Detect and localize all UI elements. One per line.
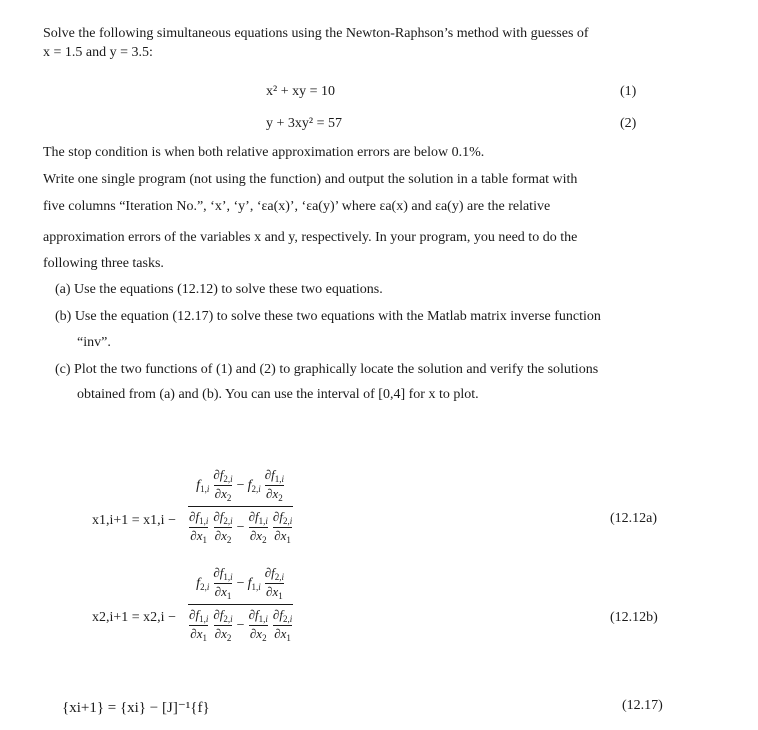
write-line-3: approximation errors of the variables x and y, respectively. In your program, you need to do the xyxy=(43,230,578,245)
intro-line-1: Solve the following simultaneous equations using the Newton-Raphson’s method with guesses of xyxy=(43,26,589,41)
write-line-1: Write one single program (not using the function) and output the solution in a table format with xyxy=(43,172,578,187)
task-c-line-2: obtained from (a) and (b). You can use the interval of [0,4] for x to plot. xyxy=(77,387,479,402)
intro-line-2: x = 1.5 and y = 3.5: xyxy=(43,45,153,60)
eq-12-12a-fraction xyxy=(188,468,293,545)
eq-12-17: {xi+1} = {xi} − [J]⁻¹{f} xyxy=(62,700,210,716)
task-c-line-1: (c) Plot the two functions of (1) and (2) to graphically locate the solution and verify the solutions xyxy=(55,362,599,377)
task-a: (a) Use the equations (12.12) to solve these two equations. xyxy=(55,282,383,297)
eq-12-12a-lhs: x1,i+1 = x1,i − xyxy=(92,513,176,528)
write-line-4: following three tasks. xyxy=(43,256,164,271)
task-b-line-1: (b) Use the equation (12.17) to solve these two equations with the Matlab matrix inverse function xyxy=(55,309,601,324)
equation-1-number: (1) xyxy=(620,84,637,99)
equation-2: y + 3xy² = 57 xyxy=(266,116,342,131)
equation-1: x² + xy = 10 xyxy=(266,84,335,99)
task-b-line-2: “inv”. xyxy=(77,335,111,350)
eq-12-12b-number: (12.12b) xyxy=(610,610,658,625)
eq-12-12a-numerator: $f_{1,i}$ $\frac{\partial f_{2,i}}{\partial x_2}$ − $f_{2,i}$ $\frac{\partial f_{1,i}}{\partial x_2}$ xyxy=(196,467,285,503)
stop-condition: The stop condition is when both relative approximation errors are below 0.1%. xyxy=(43,145,485,160)
eq-12-17-number: (12.17) xyxy=(622,698,663,713)
write-line-2: five columns “Iteration No.”, ‘x’, ‘y’, ‘εa(x)’, ‘εa(y)’ where εa(x) and εa(y) are the relative xyxy=(43,199,551,214)
equation-2-number: (2) xyxy=(620,116,637,131)
eq-12-12a-number: (12.12a) xyxy=(610,511,658,526)
eq-12-12b-numerator: $f_{2,i}$ $\frac{\partial f_{1,i}}{\partial x_1}$ − $f_{1,i}$ $\frac{\partial f_{2,i}}{\partial x_1}$ xyxy=(196,565,285,601)
eq-12-12a-denominator: $\frac{\partial f_{1,i}}{\partial x_1}$ $\frac{\partial f_{2,i}}{\partial x_2}$ − $\frac{\partial f_{1,i}}{\partial x_2}$ $\frac{\partial f_{2,i}}{\partial x_1}$ xyxy=(188,506,293,545)
eq-12-12b-lhs: x2,i+1 = x2,i − xyxy=(92,610,176,625)
eq-12-12b-denominator: $\frac{\partial f_{1,i}}{\partial x_1}$ $\frac{\partial f_{2,i}}{\partial x_2}$ − $\frac{\partial f_{1,i}}{\partial x_2}$ $\frac{\partial f_{2,i}}{\partial x_1}$ xyxy=(188,604,293,643)
eq-12-12b-fraction xyxy=(188,566,293,643)
